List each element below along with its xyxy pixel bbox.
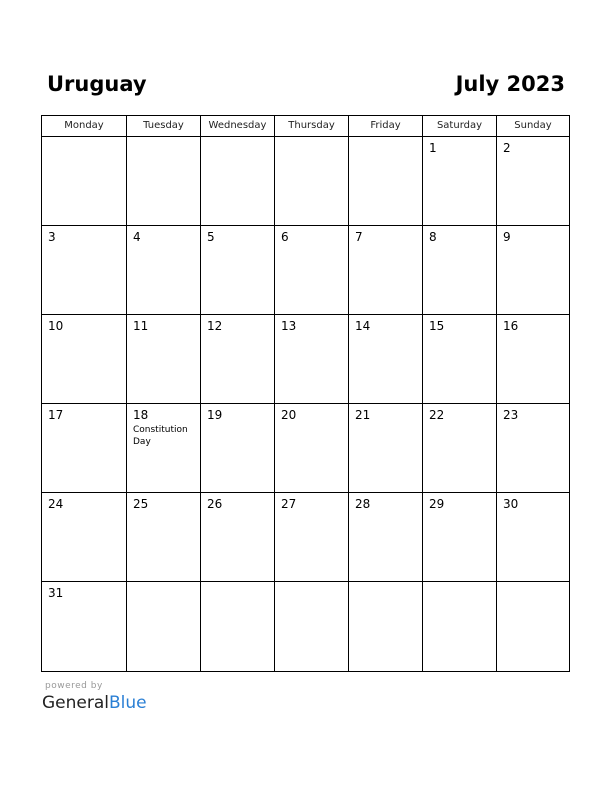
day-number: 13 [281, 319, 297, 333]
generalblue-logo[interactable] [42, 693, 147, 713]
weekday-header-monday: Monday [42, 116, 127, 136]
logo-text-general: General [42, 693, 109, 713]
logo-text-blue: Blue [109, 693, 147, 713]
day-cell [275, 315, 349, 404]
day-cell [423, 404, 497, 493]
day-cell [349, 404, 423, 493]
day-cell [201, 582, 275, 671]
day-cell [201, 226, 275, 315]
day-cell [201, 315, 275, 404]
day-cell [42, 404, 127, 493]
day-cell [127, 493, 201, 582]
day-number: 1 [429, 141, 437, 155]
day-cell [42, 137, 127, 226]
day-number: 31 [48, 586, 64, 600]
day-cell [497, 582, 569, 671]
day-cell [349, 493, 423, 582]
day-cell [42, 582, 127, 671]
day-cell [127, 582, 201, 671]
day-number: 14 [355, 319, 371, 333]
day-number: 5 [207, 230, 215, 244]
day-cell [275, 137, 349, 226]
day-cell [275, 582, 349, 671]
weekday-header-sunday: Sunday [514, 120, 552, 131]
day-cell [497, 315, 569, 404]
day-number: 11 [133, 319, 149, 333]
day-number: 25 [133, 497, 149, 511]
day-number: 6 [281, 230, 289, 244]
day-cell [275, 226, 349, 315]
day-number: 27 [281, 497, 297, 511]
day-cell [201, 493, 275, 582]
day-number: 23 [503, 408, 519, 422]
weekday-header-saturday: Saturday [423, 116, 497, 136]
day-number: 10 [48, 319, 64, 333]
day-cell [349, 137, 423, 226]
day-cell [127, 315, 201, 404]
day-cell [349, 315, 423, 404]
day-number: 30 [503, 497, 519, 511]
day-number: 7 [355, 230, 363, 244]
day-cell [349, 582, 423, 671]
day-number: 4 [133, 230, 141, 244]
calendar-country-title: Uruguay [47, 72, 147, 96]
day-number: 21 [355, 408, 371, 422]
day-number: 17 [48, 408, 64, 422]
day-cell [423, 582, 497, 671]
day-number: 29 [429, 497, 445, 511]
day-cell [497, 226, 569, 315]
day-cell [201, 404, 275, 493]
day-number: 19 [207, 408, 223, 422]
day-number: 18 [133, 408, 149, 422]
day-cell [201, 137, 275, 226]
day-number: 3 [48, 230, 56, 244]
day-cell [423, 137, 497, 226]
day-number: 12 [207, 319, 223, 333]
weekday-header-thursday: Thursday [275, 116, 349, 136]
weekday-header-row [42, 116, 569, 137]
day-cell [127, 404, 201, 493]
day-cell [423, 315, 497, 404]
day-number: 16 [503, 319, 519, 333]
day-cell [127, 226, 201, 315]
calendar-days [42, 137, 569, 671]
weekday-header-tuesday: Tuesday [127, 116, 201, 136]
day-number: 26 [207, 497, 223, 511]
day-number: 15 [429, 319, 445, 333]
day-cell [42, 315, 127, 404]
day-number: 8 [429, 230, 437, 244]
day-cell [42, 493, 127, 582]
day-number: 20 [281, 408, 297, 422]
day-cell [349, 226, 423, 315]
day-cell [423, 226, 497, 315]
day-cell [497, 404, 569, 493]
day-number: 9 [503, 230, 511, 244]
powered-by-label: powered by [45, 681, 103, 691]
calendar-month-title: July 2023 [455, 72, 565, 96]
day-cell [42, 226, 127, 315]
day-cell [497, 493, 569, 582]
day-number: 24 [48, 497, 64, 511]
day-cell [127, 137, 201, 226]
day-cell [275, 493, 349, 582]
day-cell [275, 404, 349, 493]
holiday-label: Constitution Day [133, 425, 188, 447]
day-cell [497, 137, 569, 226]
day-number: 2 [503, 141, 511, 155]
day-cell [423, 493, 497, 582]
calendar-grid [41, 115, 570, 672]
weekday-header-wednesday: Wednesday [201, 116, 275, 136]
day-number: 22 [429, 408, 445, 422]
weekday-header-friday: Friday [349, 116, 423, 136]
day-number: 28 [355, 497, 371, 511]
